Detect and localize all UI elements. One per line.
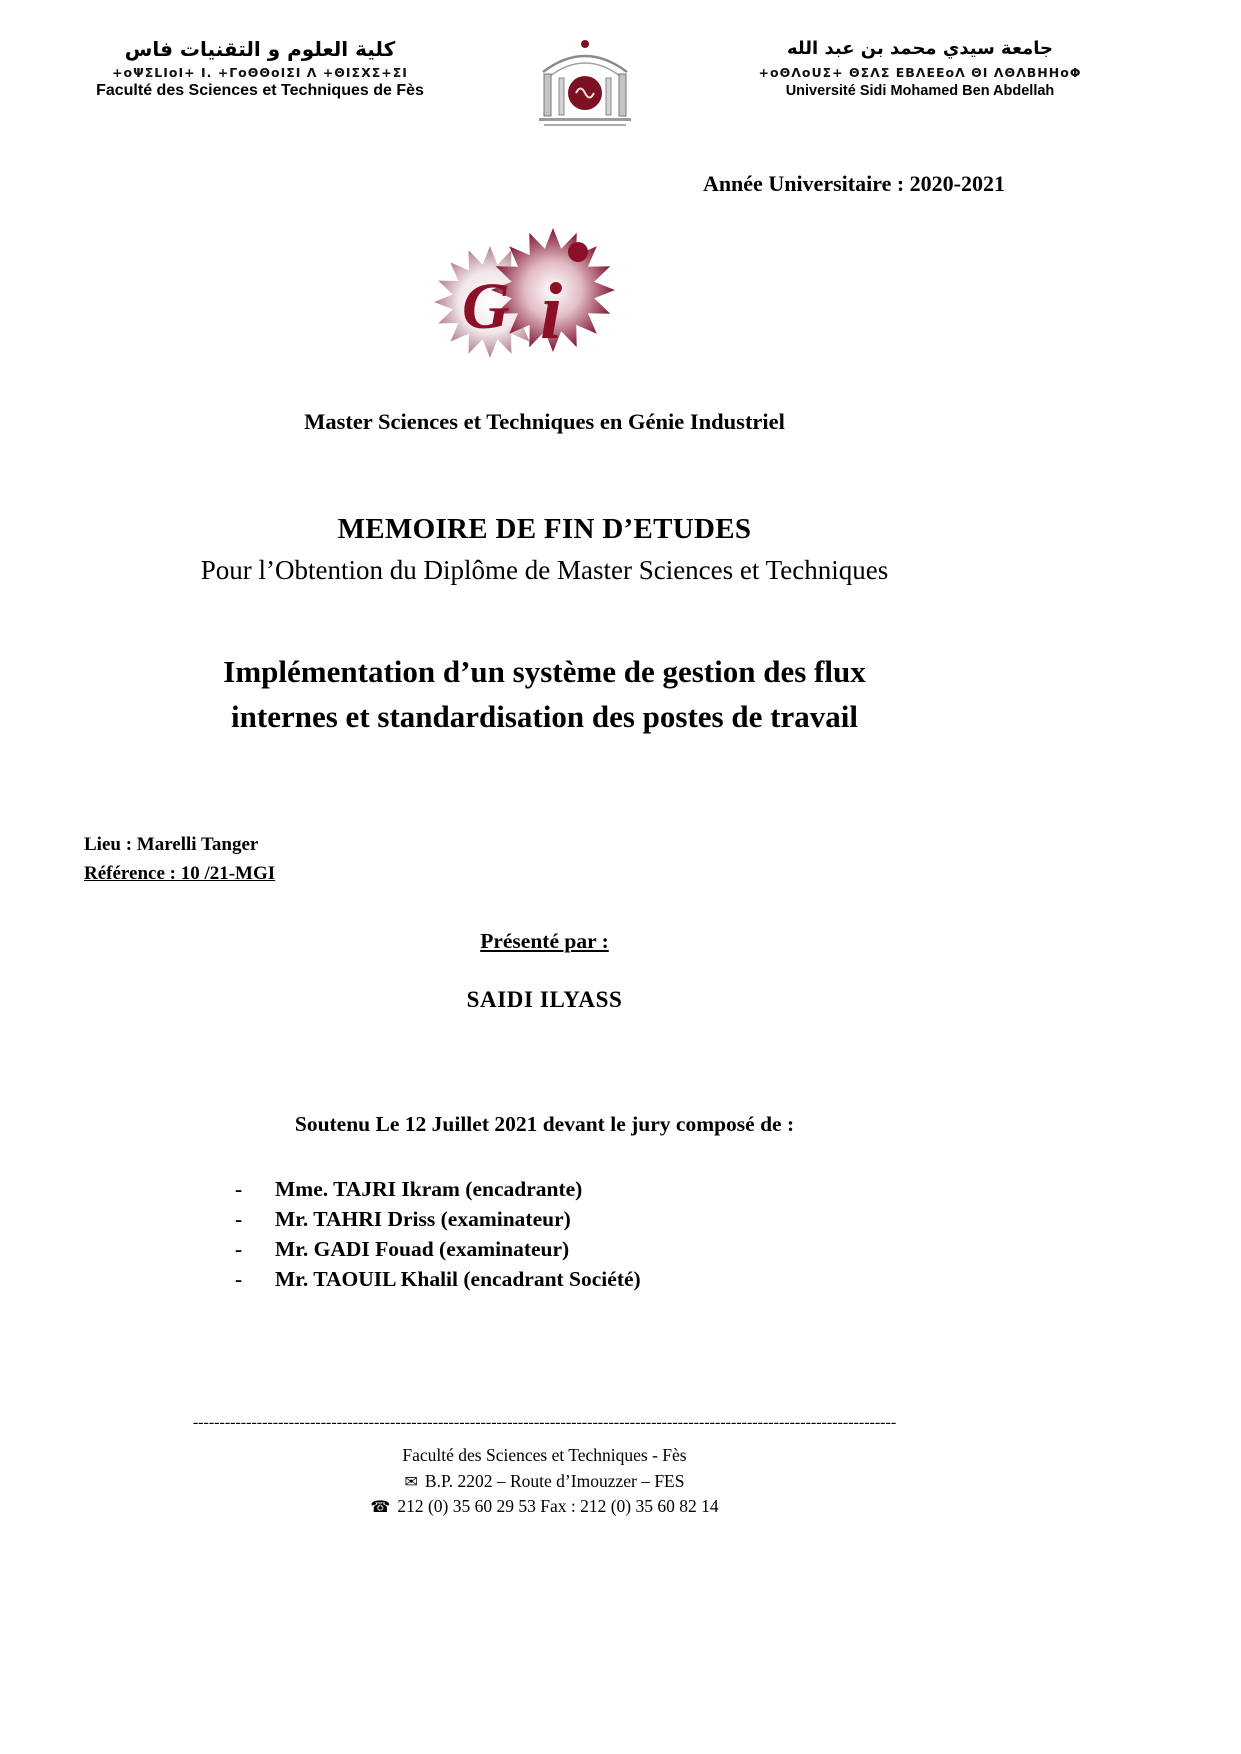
defense-line: Soutenu Le 12 Juillet 2021 devant le jury composé de : bbox=[294, 1112, 795, 1136]
footer-separator: ------------------------------------------------------------------------------------------------------------------------------------ bbox=[192, 1414, 897, 1431]
jury-member bbox=[235, 1174, 641, 1204]
author-name: SAIDI ILYASS bbox=[466, 987, 623, 1012]
university-name-french: Université Sidi Mohamed Ben Abdellah bbox=[785, 83, 1055, 99]
jury-member bbox=[235, 1264, 641, 1294]
university-name-tifinagh: +oΘΛoUΣ+ ΘΣΛΣ ΕΒΛΕΕoΛ ΘI ΛΘΛΒΗΗoΦ bbox=[758, 65, 1082, 80]
faculty-name-tifinagh: +oΨΣLIoI+ I. +ΓoΘΘoIΣI Λ +ΘIΣXΣ+ΣI bbox=[112, 65, 408, 80]
list-dash: - bbox=[235, 1237, 243, 1261]
faculty-name-french: Faculté des Sciences et Techniques de Fès bbox=[96, 82, 424, 99]
location-line: Lieu : Marelli Tanger bbox=[84, 834, 259, 855]
faculty-block bbox=[95, 36, 425, 100]
page-footer bbox=[84, 1443, 1005, 1520]
reference-line: Référence : 10 /21-MGI bbox=[84, 862, 276, 884]
jury-member bbox=[235, 1234, 641, 1264]
faculty-name-arabic: كلية العلوم و التقنيات فاس bbox=[124, 37, 396, 61]
jury-member-name: Mr. TAOUIL Khalil (encadrant Société) bbox=[275, 1267, 641, 1291]
jury-list bbox=[235, 1174, 641, 1294]
jury-member-name: Mr. GADI Fouad (examinateur) bbox=[275, 1237, 570, 1261]
footer-address-text: B.P. 2202 – Route d’Imouzzer – FES bbox=[424, 1470, 685, 1491]
gi-letter-g: G bbox=[462, 270, 510, 343]
footer-phone-text: 212 (0) 35 60 29 53 Fax : 212 (0) 35 60 82 14 bbox=[397, 1496, 719, 1516]
university-block bbox=[745, 36, 1095, 99]
list-dash: - bbox=[235, 1267, 243, 1291]
thesis-title bbox=[84, 649, 1005, 739]
list-dash: - bbox=[235, 1207, 243, 1231]
memoire-subtitle: Pour l’Obtention du Diplôme de Master Sciences et Techniques bbox=[200, 555, 889, 585]
mail-icon: ✉ bbox=[404, 1471, 418, 1491]
program-name: Master Sciences et Techniques en Génie Industriel bbox=[304, 409, 785, 434]
memoire-heading: MEMOIRE DE FIN D’ETUDES bbox=[337, 513, 752, 545]
university-logo bbox=[527, 36, 643, 134]
i-dot bbox=[568, 242, 588, 262]
footer-faculty-line: Faculté des Sciences et Techniques - Fès bbox=[402, 1445, 687, 1465]
footer-phone-line bbox=[84, 1494, 1005, 1520]
jury-member bbox=[235, 1204, 641, 1234]
location-block bbox=[84, 831, 1005, 888]
thesis-title-line1: Implémentation d’un système de gestion des flux bbox=[223, 654, 866, 689]
presented-by-label: Présenté par : bbox=[480, 929, 609, 953]
page-header bbox=[95, 36, 1095, 134]
jury-member-name: Mme. TAJRI Ikram (encadrante) bbox=[275, 1177, 583, 1201]
gi-letter-i: i bbox=[540, 268, 563, 356]
jury-member-name: Mr. TAHRI Driss (examinateur) bbox=[275, 1207, 571, 1231]
university-name-arabic: جامعة سيدي محمد بن عبد الله bbox=[786, 38, 1053, 59]
footer-address-line bbox=[84, 1469, 1005, 1495]
thesis-title-line2: internes et standardisation des postes de travail bbox=[231, 699, 858, 734]
list-dash: - bbox=[235, 1177, 243, 1201]
academic-year: Année Universitaire : 2020-2021 bbox=[702, 171, 1005, 196]
phone-icon: ☎ bbox=[370, 1497, 391, 1516]
gi-program-logo bbox=[428, 218, 618, 378]
